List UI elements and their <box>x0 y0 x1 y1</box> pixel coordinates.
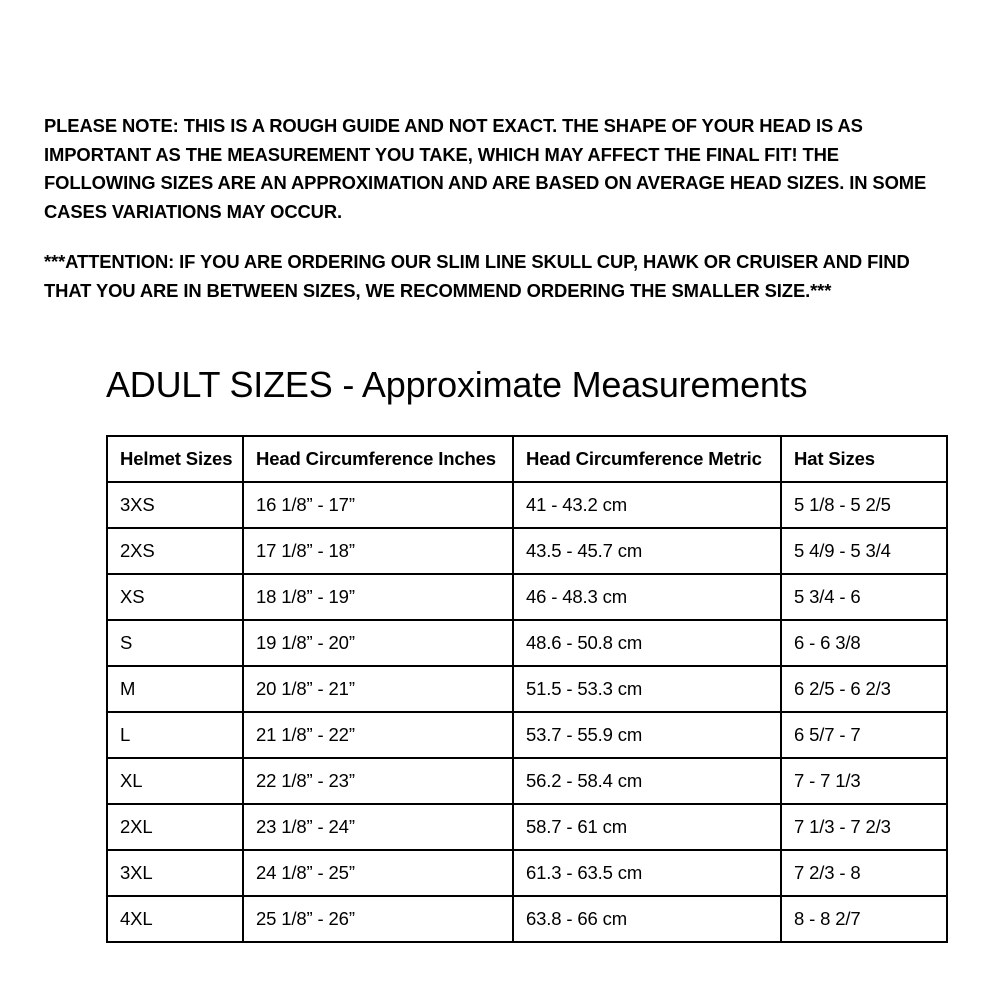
table-row <box>107 758 947 804</box>
cell-metric: 51.5 - 53.3 cm <box>513 666 781 712</box>
cell-helmet-size: 3XS <box>107 482 243 528</box>
cell-metric: 43.5 - 45.7 cm <box>513 528 781 574</box>
table-row <box>107 850 947 896</box>
cell-hat-size: 7 2/3 - 8 <box>781 850 947 896</box>
cell-helmet-size: XS <box>107 574 243 620</box>
cell-metric: 58.7 - 61 cm <box>513 804 781 850</box>
cell-helmet-size: XL <box>107 758 243 804</box>
cell-hat-size: 5 1/8 - 5 2/5 <box>781 482 947 528</box>
table-row <box>107 804 947 850</box>
cell-helmet-size: 4XL <box>107 896 243 942</box>
size-chart-table <box>106 435 948 943</box>
cell-hat-size: 7 1/3 - 7 2/3 <box>781 804 947 850</box>
cell-hat-size: 5 4/9 - 5 3/4 <box>781 528 947 574</box>
cell-inches: 25 1/8” - 26” <box>243 896 513 942</box>
note-paragraph-general: PLEASE NOTE: THIS IS A ROUGH GUIDE AND NOT EXACT. THE SHAPE OF YOUR HEAD IS AS IMPORTANT AS THE MEASUREMENT YOU TAKE, WHICH MAY AFFECT THE FINAL FIT! THE FOLLOWING SIZES ARE AN APPROXIMATION AND ARE BASED ON AVERAGE HEAD SIZES. IN SOME CASES VARIATIONS MAY OCCUR. <box>44 115 927 222</box>
table-row <box>107 482 947 528</box>
cell-inches: 16 1/8” - 17” <box>243 482 513 528</box>
cell-inches: 24 1/8” - 25” <box>243 850 513 896</box>
page-title: ADULT SIZES - Approximate Measurements <box>106 364 808 405</box>
cell-hat-size: 5 3/4 - 6 <box>781 574 947 620</box>
column-header-helmet-sizes: Helmet Sizes <box>107 436 243 482</box>
table-header-row <box>107 436 947 482</box>
table-row <box>107 620 947 666</box>
column-header-hat-sizes: Hat Sizes <box>781 436 947 482</box>
cell-metric: 63.8 - 66 cm <box>513 896 781 942</box>
cell-inches: 22 1/8” - 23” <box>243 758 513 804</box>
cell-helmet-size: M <box>107 666 243 712</box>
note-paragraph-attention: ***ATTENTION: IF YOU ARE ORDERING OUR SLIM LINE SKULL CUP, HAWK OR CRUISER AND FIND THAT YOU ARE IN BETWEEN SIZES, WE RECOMMEND ORDERING THE SMALLER SIZE.*** <box>44 251 910 301</box>
cell-hat-size: 6 2/5 - 6 2/3 <box>781 666 947 712</box>
cell-helmet-size: S <box>107 620 243 666</box>
cell-helmet-size: L <box>107 712 243 758</box>
cell-hat-size: 6 5/7 - 7 <box>781 712 947 758</box>
cell-inches: 18 1/8” - 19” <box>243 574 513 620</box>
cell-inches: 23 1/8” - 24” <box>243 804 513 850</box>
cell-helmet-size: 3XL <box>107 850 243 896</box>
cell-metric: 41 - 43.2 cm <box>513 482 781 528</box>
cell-inches: 19 1/8” - 20” <box>243 620 513 666</box>
column-header-head-circumference-inches: Head Circumference Inches <box>243 436 513 482</box>
cell-inches: 21 1/8” - 22” <box>243 712 513 758</box>
table-row <box>107 896 947 942</box>
cell-metric: 46 - 48.3 cm <box>513 574 781 620</box>
table-row <box>107 712 947 758</box>
cell-metric: 48.6 - 50.8 cm <box>513 620 781 666</box>
cell-metric: 53.7 - 55.9 cm <box>513 712 781 758</box>
notes-section <box>44 112 954 305</box>
table-row <box>107 666 947 712</box>
cell-inches: 20 1/8” - 21” <box>243 666 513 712</box>
table-row <box>107 528 947 574</box>
cell-metric: 56.2 - 58.4 cm <box>513 758 781 804</box>
cell-hat-size: 7 - 7 1/3 <box>781 758 947 804</box>
cell-helmet-size: 2XL <box>107 804 243 850</box>
table-body <box>107 482 947 942</box>
cell-hat-size: 6 - 6 3/8 <box>781 620 947 666</box>
cell-helmet-size: 2XS <box>107 528 243 574</box>
table-row <box>107 574 947 620</box>
cell-metric: 61.3 - 63.5 cm <box>513 850 781 896</box>
column-header-head-circumference-metric: Head Circumference Metric <box>513 436 781 482</box>
cell-hat-size: 8 - 8 2/7 <box>781 896 947 942</box>
cell-inches: 17 1/8” - 18” <box>243 528 513 574</box>
